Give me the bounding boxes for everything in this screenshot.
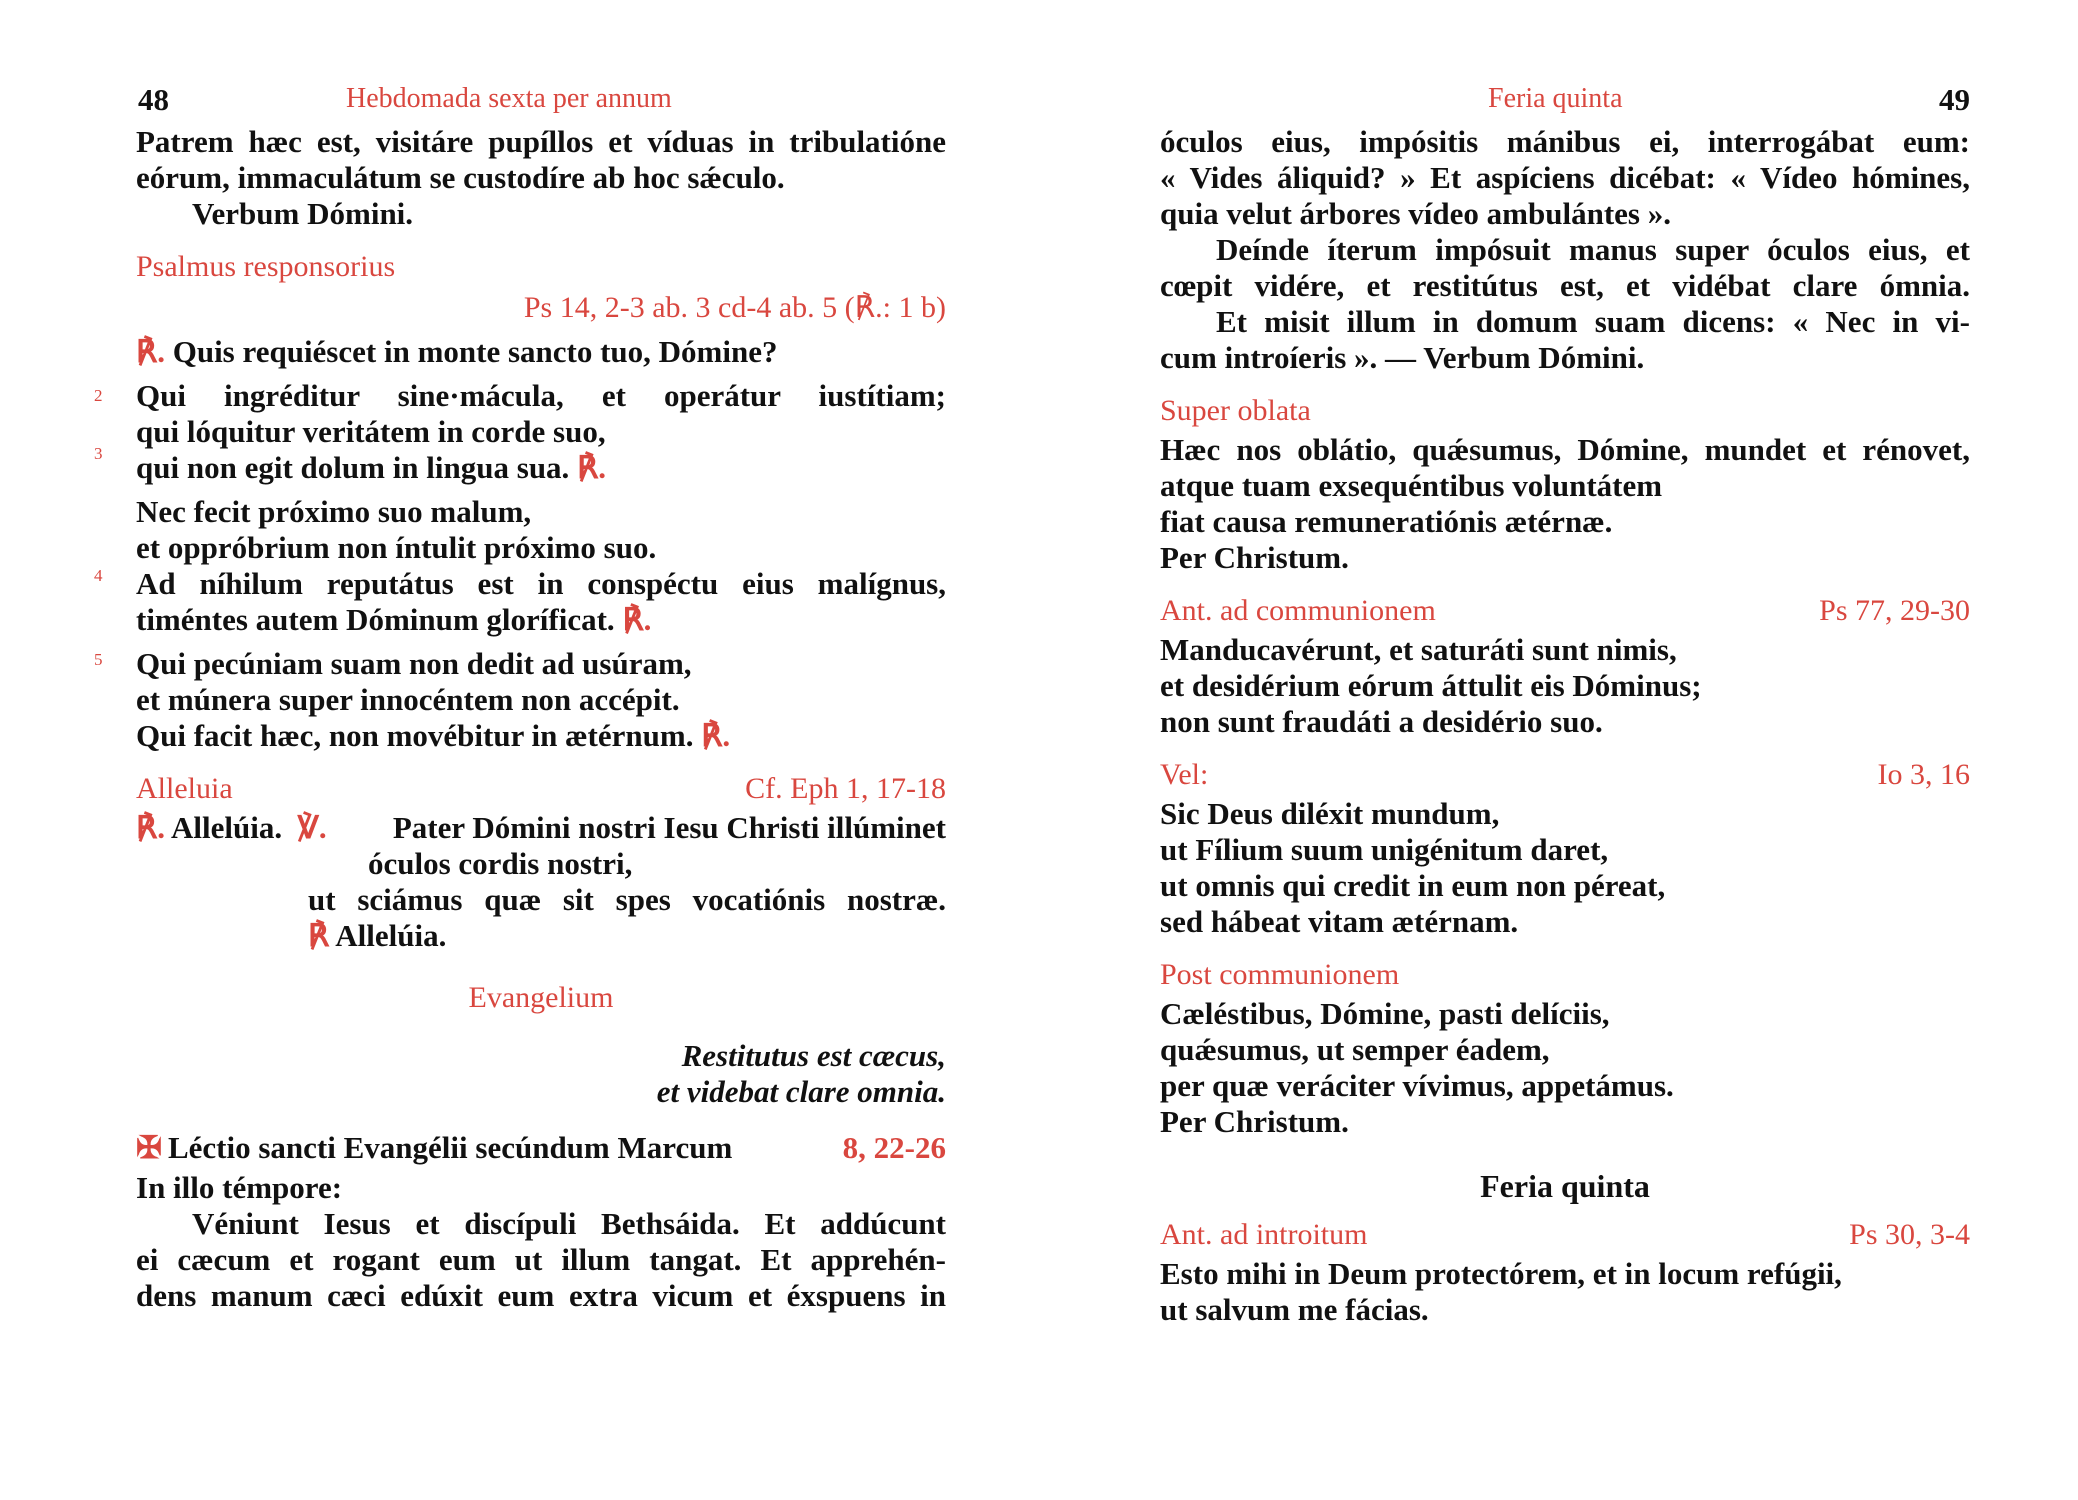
psalm bbox=[94, 334, 946, 754]
text-line: Ad níhilum reputátus est in conspéctu eius malígnus, bbox=[136, 566, 946, 601]
response-text: Quis requiéscet in monte sancto tuo, Dómine? bbox=[172, 334, 778, 369]
gospel-reference: 8, 22-26 bbox=[842, 1130, 946, 1165]
text-line: Véniunt Iesus et discípuli Bethsáida. Et addúcunt bbox=[192, 1206, 946, 1241]
text-line: Qui pecúniam suam non dedit ad usúram, bbox=[136, 646, 692, 681]
gospel-continuation: óculos eius, impósitis mánibus ei, interrogábat eum: « Vides áliquid? » Et aspíciens dicébat: « Vídeo hómines, quia velut árbores vídeo ambulántes ». Deínde íterum impósuit manus super óculos eius, et cœpit vidére, et restitútus est, et vidébat clare ómnia. Et misit illum in domum suam dicens: « Nec in vi- cum introíeris ». — Verbum Dómini. bbox=[1160, 124, 1970, 375]
section-title-alleluia: Alleluia Cf. Eph 1, 17-18 bbox=[136, 768, 946, 810]
running-title: Hebdomada sexta per annum bbox=[346, 83, 672, 114]
response-mark: ℟. bbox=[136, 334, 165, 369]
page-number: 49 bbox=[1939, 82, 1970, 117]
communion-antiphon: Manducavérunt, et saturáti sunt nimis, et desidérium eórum áttulit eis Dóminus; non sunt fraudáti a desidério suo. bbox=[1160, 632, 1702, 739]
text-line: óculos cordis nostri, bbox=[368, 846, 633, 881]
text-line: dens manum cæci edúxit eum extra vicum et éxspuens in bbox=[136, 1278, 946, 1313]
introit-reference: Ps 30, 3-4 bbox=[1849, 1218, 1970, 1251]
alleluia-reference: Cf. Eph 1, 17-18 bbox=[745, 772, 946, 805]
text-line: et múnera super innocéntem non accépit. bbox=[136, 682, 680, 717]
section-title-ant-communionem: Ant. ad communionem Ps 77, 29-30 bbox=[1160, 590, 1970, 632]
response-mark: ℟ bbox=[308, 918, 330, 953]
page-header bbox=[1160, 82, 1970, 124]
verbum-domini: Verbum Dómini. bbox=[192, 196, 414, 231]
right-page bbox=[1160, 82, 1970, 1328]
vel-antiphon: Sic Deus diléxit mundum, ut Fílium suum unigénitum daret, ut omnis qui credit in eum non péreat, sed hábeat vitam ætérnam. bbox=[1160, 796, 1666, 939]
gospel-text: In illo témpore: Véniunt Iesus et discípuli Bethsáida. Et addúcunt ei cæcum et rogant eum ut illum tangat. Et apprehén- dens manum cæci edúxit eum extra vicum et éxspuens in bbox=[136, 1170, 946, 1313]
section-title-super-oblata: Super oblata bbox=[1160, 394, 1311, 427]
lectio-heading: ✠ Léctio sancti Evangélii secúndum Marcum 8, 22-26 bbox=[136, 1128, 946, 1168]
section-title-post-communionem: Post communionem bbox=[1160, 958, 1400, 991]
text-line: Patrem hæc est, visitáre pupíllos et víduas in tribulatióne bbox=[136, 124, 946, 159]
psalm-stanza bbox=[94, 646, 946, 754]
day-heading: Feria quinta bbox=[1480, 1168, 1650, 1204]
verse-number: 4 bbox=[94, 566, 103, 585]
alleluia-block: ℟. Allelúia. ℣. Pater Dómini nostri Iesu Christi illúminet óculos cordis nostri, ut sciámus quæ sit spes vocatiónis nostræ. ℟ Allelúia. bbox=[136, 810, 946, 953]
verse-number: 2 bbox=[94, 386, 103, 405]
text-line: Pater Dómini nostri Iesu Christi illúminet bbox=[392, 810, 946, 845]
text-line: ei cæcum et rogant eum ut illum tangat. Et apprehén- bbox=[136, 1242, 946, 1277]
psalm-stanza bbox=[94, 378, 946, 450]
text-line: Qui facit hæc, non movébitur in ætérnum. ℟. bbox=[136, 718, 731, 753]
response-line bbox=[136, 334, 946, 370]
text-line: qui lóquitur veritátem in corde suo, bbox=[136, 414, 606, 449]
response-mark: ℟. bbox=[701, 718, 731, 753]
section-title-psalmus: Psalmus responsorius bbox=[136, 250, 396, 283]
section-title-vel: Vel: Io 3, 16 bbox=[1160, 754, 1970, 796]
psalm-reference: Ps 14, 2-3 ab. 3 cd-4 ab. 5 (℟.: 1 b) bbox=[523, 291, 946, 324]
verse-number: 5 bbox=[94, 650, 103, 669]
text-line: qui non egit dolum in lingua sua. ℟. bbox=[136, 450, 607, 485]
text-line: eórum, immaculátum se custodíre ab hoc sǽculo. bbox=[136, 160, 785, 195]
introit-antiphon: Esto mihi in Deum protectórem, et in locum refúgii, ut salvum me fácias. bbox=[1160, 1256, 1842, 1327]
section-title-ant-introitum: Ant. ad introitum Ps 30, 3-4 bbox=[1160, 1214, 1970, 1256]
running-title: Feria quinta bbox=[1488, 83, 1623, 114]
cross-icon: ✠ bbox=[136, 1130, 162, 1165]
page-header bbox=[136, 82, 946, 124]
text-line: et oppróbrium non íntulit próximo suo. bbox=[136, 530, 657, 565]
psalm-stanza bbox=[136, 494, 946, 566]
response-mark: ℟. bbox=[622, 602, 652, 637]
reading-ending bbox=[136, 124, 946, 232]
left-page bbox=[94, 82, 946, 1314]
vel-reference: Io 3, 16 bbox=[1877, 758, 1970, 791]
text-line: ut sciámus quæ sit spes vocatiónis nostræ. bbox=[308, 882, 946, 917]
text-line: Qui ingréditur sine·mácula, et operátur iustítiam; bbox=[136, 378, 946, 413]
text-line: timéntes autem Dóminum gloríficat. ℟. bbox=[136, 602, 652, 637]
communion-reference: Ps 77, 29-30 bbox=[1819, 594, 1970, 627]
response-mark: ℟. bbox=[136, 810, 165, 845]
text-line: Nec fecit próximo suo malum, bbox=[136, 494, 532, 529]
page-number: 48 bbox=[138, 82, 169, 117]
evangelium-motto: Restitutus est cæcus, et videbat clare omnia. bbox=[656, 1038, 946, 1109]
psalm-stanza bbox=[94, 566, 946, 638]
psalm-stanza bbox=[94, 444, 946, 486]
response-mark: ℟. bbox=[577, 450, 607, 485]
super-oblata-text: Hæc nos oblátio, quǽsumus, Dómine, mundet et rénovet, atque tuam exsequéntibus voluntátem fiat causa remuneratiónis ætérnæ. Per Christum. bbox=[1160, 432, 1970, 575]
post-communion-text: Cæléstibus, Dómine, pasti delíciis, quǽsumus, ut semper éadem, per quæ veráciter vívimus, appetámus. Per Christum. bbox=[1160, 996, 1674, 1139]
section-title-evangelium: Evangelium bbox=[468, 981, 614, 1014]
verse-number: 3 bbox=[94, 444, 103, 463]
versicle-mark: ℣. bbox=[297, 810, 327, 845]
